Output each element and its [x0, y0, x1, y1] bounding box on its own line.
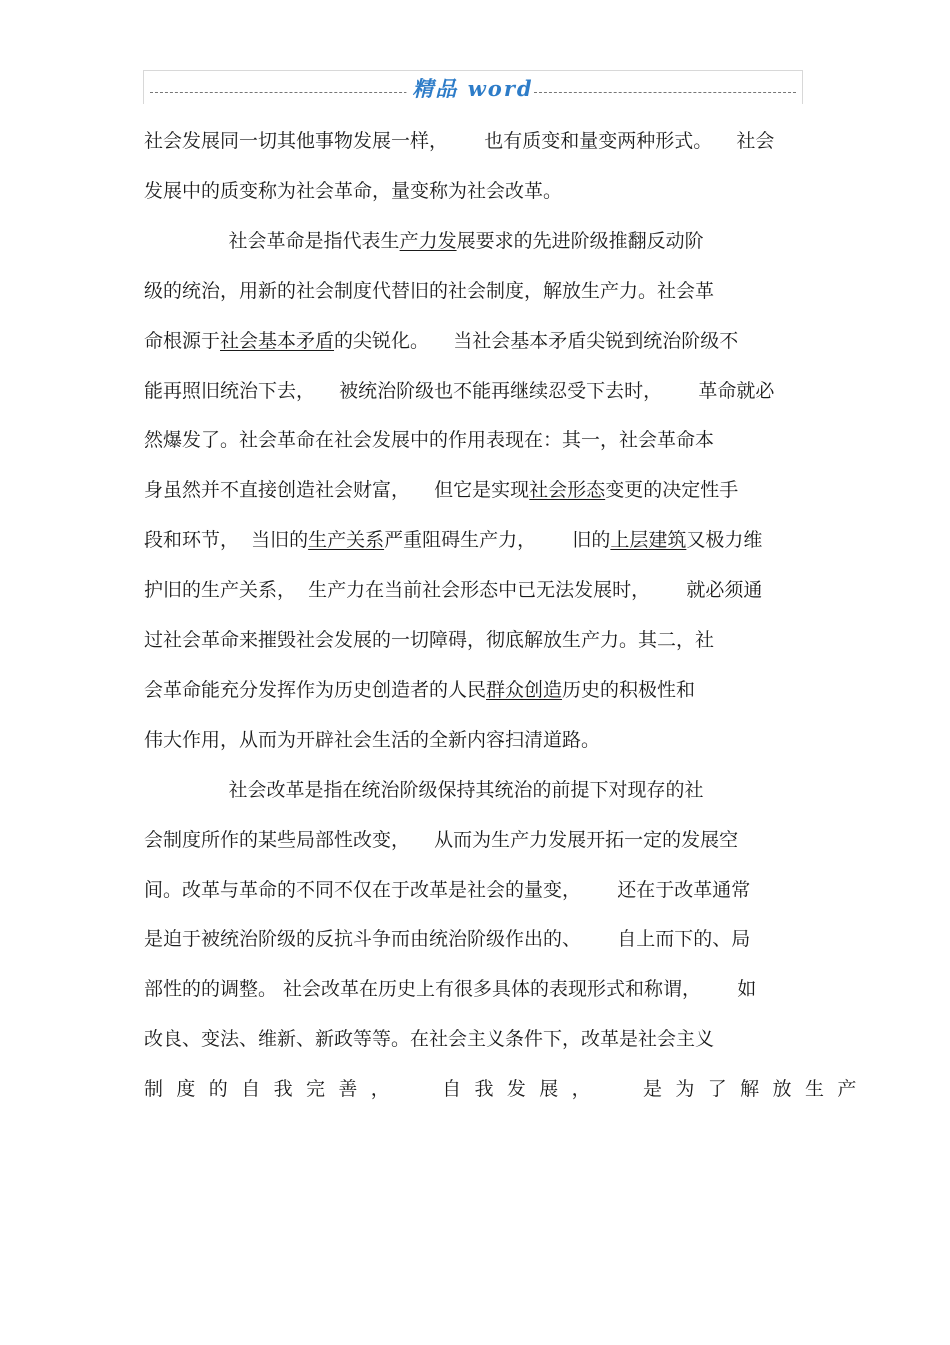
- text-segment: 是迫于被统治阶级的反抗斗争而由统治阶级作出的、 自上而下的、局: [144, 928, 751, 950]
- text-line: [144, 926, 750, 952]
- text-line: [144, 477, 738, 503]
- text-segment: 然爆发了。社会革命在社会发展中的作用表现在：其一，社会革命本: [144, 429, 715, 451]
- text-line: [144, 976, 756, 1002]
- text-line: [144, 777, 704, 803]
- text-segment: 制度的自我完善， 自我发展， 是为了解放生产: [144, 1078, 870, 1100]
- header-divider-left: [150, 92, 412, 93]
- text-line: [144, 178, 562, 204]
- text-segment: 社会发展同一切其他事物发展一样， 也有质变和量变两种形式。 社会: [144, 130, 775, 152]
- text-segment: 级的统治，用新的社会制度代替旧的社会制度，解放生产力。社会革: [144, 280, 715, 302]
- text-segment: 展要求的先进阶级推翻反动阶: [456, 230, 704, 252]
- text-segment: 伟大作用，从而为开辟社会生活的全新内容扫清道路。: [144, 729, 601, 751]
- page-header: [143, 70, 803, 104]
- text-segment: 段和环节， 当旧的: [144, 529, 309, 551]
- underlined-term: 社会基本矛盾: [220, 330, 335, 352]
- text-segment: 间。改革与革命的不同不仅在于改革是社会的量变， 还在于改革通常: [144, 879, 751, 901]
- text-line: [144, 278, 714, 304]
- text-segment: 的尖锐化。 当社会基本矛盾尖锐到统治阶级不: [334, 330, 739, 352]
- text-line: [144, 1076, 870, 1102]
- text-line: [144, 1026, 714, 1052]
- text-segment: 过社会革命来摧毁社会发展的一切障碍，彻底解放生产力。其二，社: [144, 629, 715, 651]
- underlined-term: 上层建筑: [610, 529, 687, 551]
- text-line: [144, 877, 750, 903]
- underlined-term: 产力发: [399, 230, 457, 252]
- text-line: [144, 727, 600, 753]
- text-line: [144, 827, 738, 853]
- text-segment: 发展中的质变称为社会革命，量变称为社会改革。: [144, 180, 563, 202]
- text-line: [144, 328, 738, 354]
- underlined-term: 群众创造: [486, 679, 563, 701]
- text-segment: 护旧的生产关系， 生产力在当前社会形态中已无法发展时， 就必须通: [144, 579, 763, 601]
- text-segment: 部性的的调整。 社会改革在历史上有很多具体的表现形式和称谓， 如: [144, 978, 757, 1000]
- text-segment: 命根源于: [144, 330, 221, 352]
- text-segment: 能再照旧统治下去， 被统治阶级也不能再继续忍受下去时， 革命就必: [144, 380, 775, 402]
- header-title: 精品 word: [406, 73, 539, 103]
- text-line: [144, 527, 762, 553]
- text-segment: 社会革命是指代表生: [144, 230, 400, 252]
- text-line: [144, 128, 774, 154]
- text-segment: 会制度所作的某些局部性改变， 从而为生产力发展开拓一定的发展空: [144, 829, 739, 851]
- text-line: [144, 677, 695, 703]
- text-segment: 身虽然并不直接创造社会财富， 但它是实现: [144, 479, 530, 501]
- underlined-term: 生产关系: [308, 529, 385, 551]
- text-line: [144, 427, 714, 453]
- header-divider-right: [534, 92, 796, 93]
- text-segment: 会革命能充分发挥作为历史创造者的人民: [144, 679, 487, 701]
- text-line: [144, 378, 774, 404]
- text-segment: 历史的积极性和: [562, 679, 696, 701]
- text-segment: 改良、变法、维新、新政等等。在社会主义条件下，改革是社会主义: [144, 1028, 715, 1050]
- text-line: [144, 228, 704, 254]
- text-line: [144, 627, 714, 653]
- text-line: [144, 577, 762, 603]
- text-segment: 严重阻碍生产力， 旧的: [384, 529, 611, 551]
- text-segment: 又极力维: [686, 529, 763, 551]
- underlined-term: 社会形态: [529, 479, 606, 501]
- text-segment: 社会改革是指在统治阶级保持其统治的前提下对现存的社: [144, 779, 704, 801]
- text-segment: 变更的决定性手: [605, 479, 739, 501]
